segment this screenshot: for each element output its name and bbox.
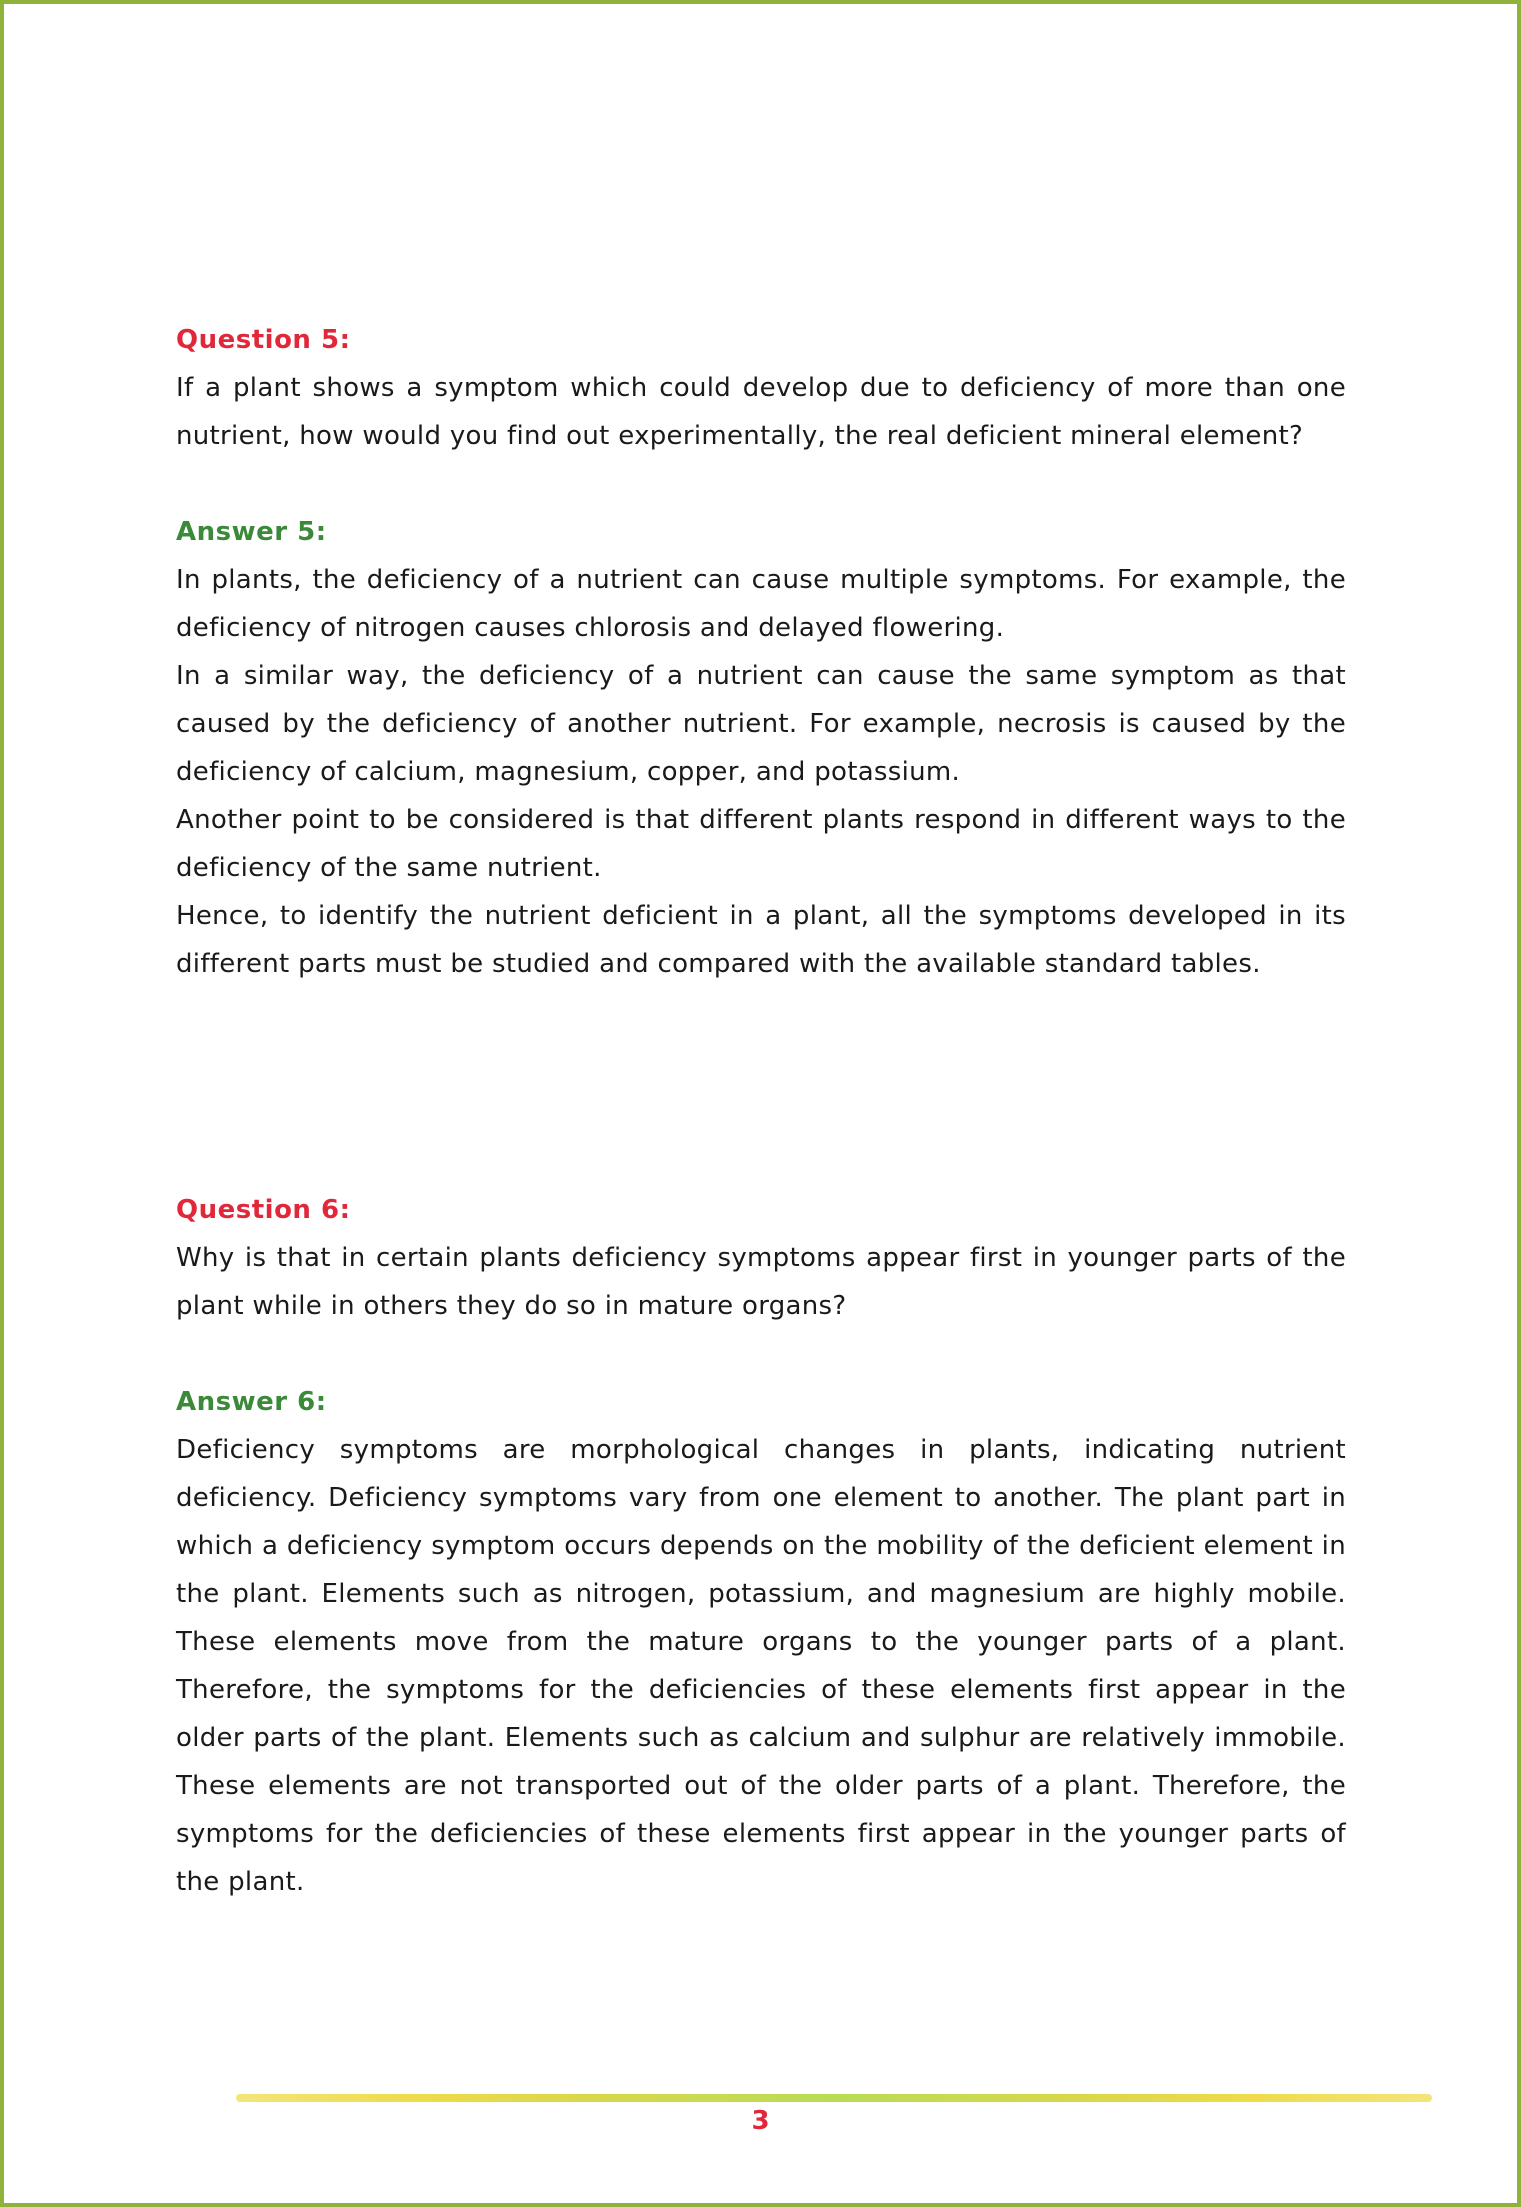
answer-heading: Answer 6: — [176, 1387, 327, 1417]
answer-paragraph: Deficiency symptoms are morphological changes in plants, indicating nutrient deficiency. Deficiency symptoms vary from one element to another. The plant part in which a deficiency symptom occurs depends on the mobility of the deficient element in the plant. Elements such as nitrogen, potassium, and magnesium are highly mobile. These elements move from the mature organs to the younger parts of a plant. Therefore, the symptoms for the deficiencies of these elements first appear in the older parts of the plant. Elements such as calcium and sulphur are relatively immobile. These elements are not transported out of the older parts of a plant. Therefore, the symptoms for the deficiencies of these elements first appear in the younger parts of the plant. — [176, 1435, 1346, 1897]
question-text: Why is that in certain plants deficiency symptoms appear first in younger parts of the plant while in others they do so in mature organs? — [176, 1243, 1346, 1321]
question-heading: Question 6: — [176, 1195, 351, 1225]
answer-heading: Answer 5: — [176, 517, 327, 547]
question-heading: Question 5: — [176, 325, 351, 355]
answer-paragraph: Another point to be considered is that different plants respond in different ways to the deficiency of the same nutrient. — [176, 805, 1346, 883]
footer-divider — [236, 2094, 1432, 2102]
answer-paragraph: In plants, the deficiency of a nutrient can cause multiple symptoms. For example, the deficiency of nitrogen causes chlorosis and delayed flowering. — [176, 565, 1346, 643]
page-number: 3 — [751, 2106, 770, 2136]
answer-paragraph: In a similar way, the deficiency of a nutrient can cause the same symptom as that caused by the deficiency of another nutrient. For example, necrosis is caused by the deficiency of calcium, magnesium, copper, and potassium. — [176, 661, 1346, 787]
qa-section-5 — [176, 316, 1346, 988]
qa-section-6 — [176, 1186, 1346, 1906]
answer-paragraph: Hence, to identify the nutrient deficient in a plant, all the symptoms developed in its different parts must be studied and compared with the available standard tables. — [176, 901, 1346, 979]
question-text: If a plant shows a symptom which could develop due to deficiency of more than one nutrient, how would you find out experimentally, the real deficient mineral element? — [176, 373, 1346, 451]
